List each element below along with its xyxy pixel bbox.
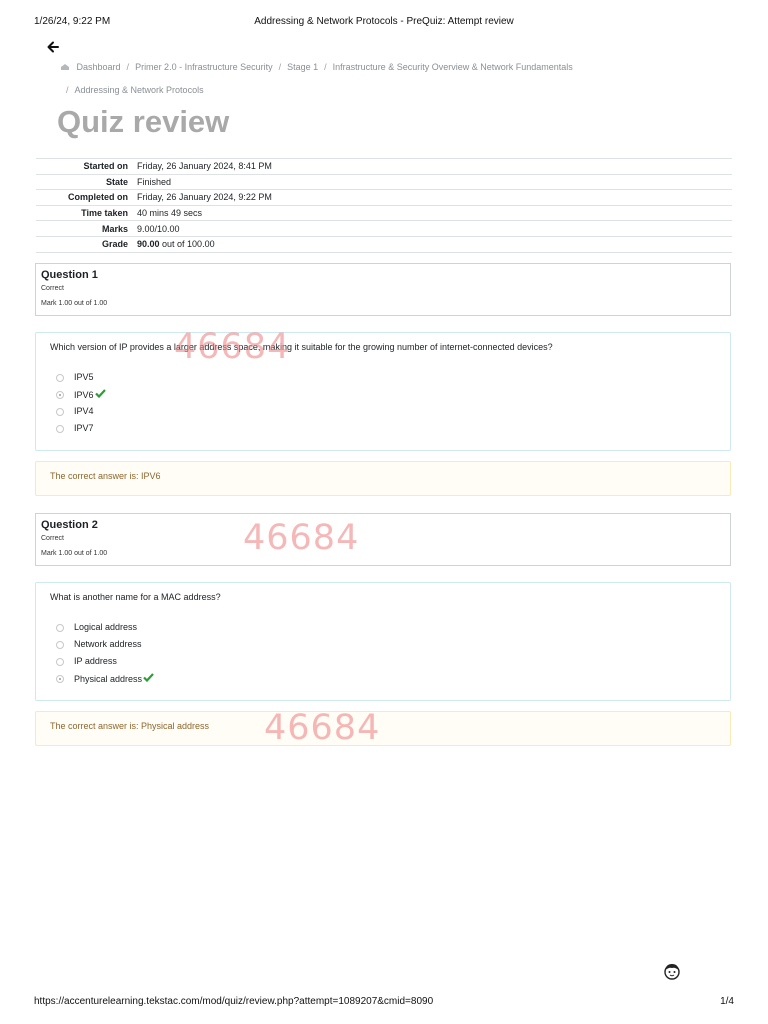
summary-row — [36, 221, 732, 237]
answer-label: IPV7 — [74, 423, 94, 433]
breadcrumb-separator: / — [324, 62, 327, 72]
grade-label: Grade — [101, 239, 128, 250]
answer-label: IPV5 — [74, 372, 94, 382]
answer-label-selected — [74, 389, 106, 400]
answer-label-selected — [74, 673, 154, 684]
answer-label: IPV6 — [74, 390, 94, 400]
watermark: 46684 — [243, 518, 360, 558]
breadcrumb-course[interactable]: Primer 2.0 - Infrastructure Security — [135, 62, 273, 72]
print-datetime: 1/26/24, 9:22 PM — [34, 16, 111, 27]
question-number: Question 2 — [41, 519, 98, 531]
summary-value: 40 mins 49 secs — [137, 208, 203, 219]
breadcrumb-separator: / — [278, 62, 282, 72]
answer-label: Network address — [74, 639, 142, 649]
radio-button[interactable] — [56, 408, 64, 416]
summary-label: Completed on — [68, 192, 128, 203]
summary-value: Finished — [137, 176, 172, 187]
question-1-feedback — [35, 461, 731, 496]
question-2-info — [35, 513, 731, 566]
breadcrumb-separator: / — [126, 62, 130, 72]
print-header — [34, 16, 734, 30]
attempt-summary-table — [36, 158, 732, 253]
breadcrumb — [60, 56, 680, 102]
radio-button[interactable] — [56, 641, 64, 649]
question-mark: Mark 1.00 out of 1.00 — [41, 550, 108, 557]
correct-answer-text: The correct answer is: IPV6 — [50, 471, 161, 481]
question-1-formulation — [35, 332, 731, 451]
watermark: 46684 — [174, 327, 291, 367]
check-icon — [143, 673, 154, 682]
summary-value: Friday, 26 January 2024, 8:41 PM — [137, 161, 272, 172]
radio-button-selected[interactable] — [56, 391, 64, 399]
back-arrow-icon[interactable] — [46, 40, 60, 54]
summary-row-grade — [36, 236, 732, 252]
question-2-feedback — [35, 711, 731, 746]
summary-row — [36, 190, 732, 206]
answer-label: IPV4 — [74, 406, 94, 416]
radio-button[interactable] — [56, 425, 64, 433]
question-state: Correct — [41, 535, 64, 542]
summary-label: State — [105, 176, 128, 187]
radio-button[interactable] — [56, 624, 64, 632]
watermark: 46684 — [264, 708, 381, 748]
question-text: Which version of IP provides a larger address space, making it suitable for the growing number of internet-connected devices? — [50, 342, 553, 352]
breadcrumb-separator: / — [66, 85, 69, 95]
breadcrumb-section[interactable]: Infrastructure & Security Overview & Network Fundamentals — [332, 62, 573, 72]
grade-value: 90.00 — [137, 239, 160, 250]
correct-answer-text: The correct answer is: Physical address — [50, 721, 210, 731]
question-2-formulation — [35, 582, 731, 701]
summary-value: Friday, 26 January 2024, 9:22 PM — [137, 192, 272, 203]
summary-row — [36, 205, 732, 221]
answer-label: IP address — [74, 656, 117, 666]
question-1-info — [35, 263, 731, 316]
check-icon — [95, 389, 106, 398]
grade-suffix: out of 100.00 — [159, 239, 215, 250]
avatar-icon[interactable] — [662, 961, 682, 981]
summary-value: 9.00/10.00 — [137, 223, 180, 234]
print-footer — [34, 996, 734, 1010]
print-page-title: Addressing & Network Protocols - PreQuiz: Attempt review — [254, 16, 514, 27]
home-icon — [60, 63, 70, 71]
question-number: Question 1 — [41, 269, 98, 281]
grade-value-cell — [136, 236, 732, 252]
page-url: https://accenturelearning.tekstac.com/mod/quiz/review.php?attempt=1089207&cmid=8090 — [34, 996, 434, 1007]
question-text: What is another name for a MAC address? — [50, 592, 221, 602]
summary-label: Started on — [83, 161, 128, 172]
breadcrumb-dashboard[interactable]: Dashboard — [76, 62, 121, 72]
summary-row — [36, 174, 732, 190]
answer-label: Logical address — [74, 622, 138, 632]
breadcrumb-quiz[interactable]: Addressing & Network Protocols — [74, 85, 204, 95]
radio-button-selected[interactable] — [56, 675, 64, 683]
breadcrumb-stage[interactable]: Stage 1 — [287, 62, 319, 72]
question-mark: Mark 1.00 out of 1.00 — [41, 300, 108, 307]
radio-button[interactable] — [56, 374, 64, 382]
answer-label: Physical address — [74, 674, 143, 684]
summary-label: Time taken — [81, 208, 128, 219]
question-state: Correct — [41, 285, 64, 292]
summary-row — [36, 159, 732, 175]
page-title: Quiz review — [57, 104, 230, 139]
page-number: 1/4 — [720, 996, 734, 1007]
summary-label: Marks — [101, 223, 128, 234]
radio-button[interactable] — [56, 658, 64, 666]
